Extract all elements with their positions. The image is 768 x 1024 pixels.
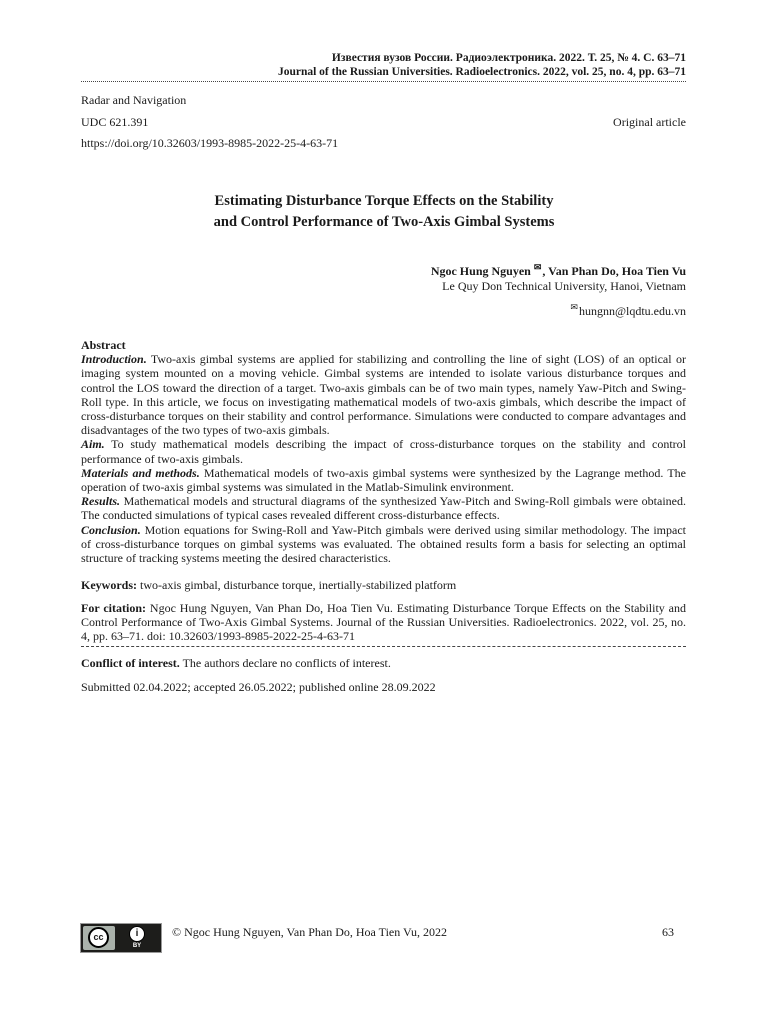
introduction-text: Two-axis gimbal systems are applied for stabilizing and controlling the line of sight (LOS) of an optical or imaging system mounted on a moving vehicle. Gimbal systems are intended to isolate various disturbance torques and control the LOS toward the direction of a target. Two-axis gimbals can be of two main types, namely Yaw-Pitch and Swing-Roll type. In this article, we focus on investigating mathematical models of two-axis gimbals, which describe the impact of cross-disturbance torques on their stability and control performance. Simulations were conducted to compare advantages and disadvantages of the two types of two-axis gimbals.: [81, 352, 686, 438]
abstract-methods: [81, 466, 686, 494]
page-number: 63: [662, 925, 674, 939]
journal-header-en: Journal of the Russian Universities. Radioelectronics. 2022, vol. 25, no. 4, pp. 63–71: [277, 66, 686, 78]
section-name: Radar and Navigation: [81, 93, 187, 107]
methods-text: Mathematical models of two-axis gimbal systems were synthesized by the Lagrange method. The operation of two-axis gimbal systems was simulated in the Matlab-Simulink environment.: [81, 465, 686, 495]
citation-text: Ngoc Hung Nguyen, Van Phan Do, Hoa Tien Vu. Estimating Disturbance Torque Effects on the Stability and Control Performance of Two-Axis Gimbal Systems. Journal of the Russian Universities. Radioelectronics. 2022, vol. 25, no. 4, pp. 63–71. doi: 10.32603/1993-8985-2022-25-4-63-71: [81, 601, 687, 644]
results-text: Mathematical models and structural diagrams of the synthesized Yaw-Pitch and Swing-Roll gimbals were obtained. The conducted simulations of typical cases revealed different cross-disturbance effects.: [81, 494, 686, 523]
methods-label: Materials and methods.: [81, 465, 200, 480]
article-title-line-2: and Control Performance of Two-Axis Gimbal Systems: [213, 214, 555, 230]
doi-link[interactable]: https://doi.org/10.32603/1993-8985-2022-25-4-63-71: [81, 136, 339, 150]
conflict-label: Conflict of interest.: [81, 656, 180, 670]
abstract-conclusion: [81, 523, 686, 566]
mail-icon: ✉: [533, 262, 542, 272]
citation-divider: [81, 646, 686, 647]
author-email: [570, 300, 686, 319]
abstract-results: [81, 494, 686, 522]
keywords: [81, 578, 686, 592]
citation: [81, 601, 686, 644]
results-label: Results.: [81, 494, 121, 509]
article-title-line-1: Estimating Disturbance Torque Effects on the Stability: [214, 193, 554, 209]
abstract-heading: Abstract: [81, 338, 126, 352]
submission-dates: Submitted 02.04.2022; accepted 26.05.2022; published online 28.09.2022: [81, 680, 436, 694]
by-icon: [119, 926, 159, 950]
header-divider: [81, 81, 686, 82]
mail-icon: ✉: [570, 302, 578, 312]
corresponding-author: Ngoc Hung Nguyen: [430, 264, 531, 278]
conflict-of-interest: [81, 656, 686, 670]
conclusion-label: Conclusion.: [81, 522, 141, 537]
keywords-text: two-axis gimbal, disturbance torque, inertially-stabilized platform: [140, 578, 457, 592]
person-icon: i: [129, 926, 145, 942]
email-address[interactable]: hungnn@lqdtu.edu.vn: [578, 304, 686, 318]
affiliation: Le Quy Don Technical University, Hanoi, Vietnam: [442, 279, 686, 293]
conclusion-text: Motion equations for Swing-Roll and Yaw-Pitch gimbals were derived using similar methodology. The impact of cross-disturbance torques on gimbal systems was evaluated. The obtained results form a basis for selecting an optimal structure of tracking systems meeting the desired characteristics.: [81, 522, 687, 566]
keywords-label: Keywords:: [81, 578, 137, 592]
article-type: Original article: [613, 115, 686, 129]
by-label: BY: [132, 943, 142, 949]
copyright-notice: © Ngoc Hung Nguyen, Van Phan Do, Hoa Tien Vu, 2022: [172, 925, 447, 939]
aim-label: Aim.: [81, 437, 105, 452]
aim-text: To study mathematical models describing the impact of cross-disturbance torques on the stability and control performance of two-axis gimbals.: [81, 437, 686, 466]
abstract-introduction: [81, 352, 686, 437]
cc-by-license-badge[interactable]: [80, 923, 162, 953]
co-authors: , Van Phan Do, Hoa Tien Vu: [542, 264, 686, 278]
journal-header-ru: Известия вузов России. Радиоэлектроника. 2022. Т. 25, № 4. С. 63–71: [331, 52, 686, 64]
abstract-aim: [81, 437, 686, 465]
introduction-label: Introduction.: [81, 352, 147, 367]
conflict-text: The authors declare no conflicts of interest.: [182, 656, 391, 670]
author-list: [431, 260, 686, 279]
abstract-block: [81, 338, 686, 565]
cc-icon: cc: [83, 926, 115, 950]
citation-label: For citation:: [81, 601, 146, 615]
udc-code: UDC 621.391: [81, 115, 149, 129]
